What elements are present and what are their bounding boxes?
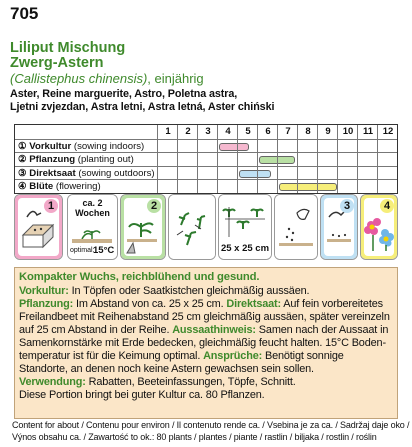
calendar-month-12: 12 (377, 125, 398, 138)
germination-time (72, 198, 113, 218)
pictogram-direct-sowing (320, 194, 358, 260)
calendar-row-english: (sowing outdoors) (75, 167, 155, 179)
calendar-grid-line (177, 125, 178, 193)
pflanzung-heading: Pflanzung: (19, 298, 74, 310)
calendar-month-6: 6 (257, 125, 278, 138)
calendar-row-label (18, 153, 134, 166)
calendar-month-11: 11 (357, 125, 378, 138)
optimal-label: optimal: (70, 247, 95, 254)
calendar-grid-line (157, 125, 158, 193)
ansprueche-heading: Ansprüche: (203, 350, 263, 362)
latin-name (10, 71, 204, 86)
pflanzung-text: Im Abstand von ca. 25 x 25 cm. (73, 298, 227, 310)
calendar-bar-3 (239, 170, 271, 178)
calendar-month-5: 5 (237, 125, 258, 138)
calendar-month-4: 4 (217, 125, 238, 138)
pictogram-sowing-outdoors-seeds (274, 194, 318, 260)
calendar-row-title: ④ Blüte (18, 181, 54, 193)
calendar-grid-line (277, 125, 278, 193)
ansprueche-text: Benötigt sonnige (262, 350, 344, 362)
calendar-month-1: 1 (157, 125, 178, 138)
pictogram-1-number: 1 (44, 199, 58, 213)
instructions-line-8 (19, 376, 296, 389)
aussaathinweis-heading: Aussaathinweis: (172, 324, 256, 336)
calendar-row-english: (sowing indoors) (71, 140, 145, 152)
calendar-grid-line (317, 125, 318, 193)
calendar-row-label (18, 180, 101, 193)
calendar-row-label (18, 140, 144, 153)
optimal-temperature: 15°C (93, 245, 115, 256)
instructions-line-3: Freilandbeet mit Reihenabstand 25 cm gleichmäßig aussäen, später vereinzeln (19, 311, 390, 323)
calendar-row-title: ① Vorkultur (18, 140, 72, 152)
pictogram-planting-out (120, 194, 166, 260)
pictogram-4-number: 4 (380, 199, 394, 213)
latin-name-text: (Callistephus chinensis) (10, 71, 148, 86)
calendar-row-1 (15, 139, 397, 153)
instructions-line-1 (19, 285, 309, 298)
instructions-line-9: Diese Portion bringt bei guter Kultur ca. 80 Pflanzen. (19, 389, 265, 401)
calendar-month-9: 9 (317, 125, 338, 138)
verwendung-heading: Verwendung: (19, 376, 86, 388)
content-info-line-2: Výnos obsahu ca. / Zawartość to ok.: 80 plants / plantes / piante / rastlin / biljaka / rostlin / roślin (12, 432, 377, 442)
verwendung-text: Rabatten, Beeteinfassungen, Töpfe, Schnitt. (85, 376, 296, 388)
germination-time-line1: ca. 2 (82, 198, 103, 208)
names-line-2: Ljetni zvjezdan, Astra letni, Astra letná, Aster chiński (10, 101, 275, 113)
pictogram-3-number: 3 (340, 199, 354, 213)
instructions-line-6 (19, 350, 344, 363)
calendar-grid-line (377, 125, 378, 193)
calendar-row-4 (15, 179, 397, 193)
vorkultur-text: In Töpfen oder Saatkistchen gleichmäßig aussäen. (68, 285, 310, 297)
calendar-row-2 (15, 152, 397, 166)
germination-time-line2: Wochen (75, 208, 110, 218)
pictogram-flowering (360, 194, 398, 260)
calendar-bar-4 (279, 183, 337, 191)
calendar-month-2: 2 (177, 125, 198, 138)
calendar-row-title: ③ Direktsaat (18, 167, 76, 179)
product-title: Liliput Mischung (10, 40, 126, 56)
calendar-row-english: (planting out) (75, 154, 134, 166)
product-subtitle: Zwerg-Astern (10, 55, 104, 71)
aussaathinweis-text: Samen nach der Aussaat in (255, 324, 389, 336)
calendar-grid-line (357, 125, 358, 193)
pictogram-germination (67, 194, 118, 260)
direktsaat-text: Auf fein vorbereitetes (281, 298, 383, 310)
temperature-text: temperatur ist für die Keimung optimal. (19, 350, 204, 362)
sowing-calendar (14, 124, 398, 194)
product-code: 705 (10, 4, 39, 23)
instructions-panel (14, 267, 398, 419)
spacing-text: auf 25 cm Abstand in der Reihe. (19, 324, 173, 336)
calendar-row-english: (flowering) (53, 181, 101, 193)
calendar-bar-1 (219, 143, 249, 151)
pictogram-sowing-indoors (14, 194, 63, 260)
instructions-line-7: Standorte, an denen noch keine Astern gewachsen sein sollen. (19, 363, 314, 375)
calendar-row-title: ② Pflanzung (18, 154, 76, 166)
calendar-grid-line (197, 125, 198, 193)
plant-spacing: 25 x 25 cm (220, 243, 270, 254)
headline: Kompakter Wuchs, reichblühend und gesund. (19, 271, 260, 283)
calendar-month-10: 10 (337, 125, 358, 138)
annual-label: , einjährig (147, 71, 204, 86)
names-line-1: Aster, Reine marguerite, Astro, Poletna astra, (10, 88, 238, 100)
calendar-grid-line (217, 125, 218, 193)
direktsaat-heading: Direktsaat: (226, 298, 282, 310)
pictogram-2-number: 2 (147, 199, 161, 213)
calendar-grid-line (237, 125, 238, 193)
calendar-row-label (18, 167, 155, 180)
vorkultur-heading: Vorkultur: (19, 285, 69, 297)
calendar-month-7: 7 (277, 125, 298, 138)
calendar-grid-line (297, 125, 298, 193)
instructions-line-2 (19, 298, 383, 311)
calendar-row-3 (15, 166, 397, 180)
calendar-month-3: 3 (197, 125, 218, 138)
instructions-line-4 (19, 324, 388, 337)
calendar-month-8: 8 (297, 125, 318, 138)
calendar-grid-line (257, 125, 258, 193)
pictogram-spacing (218, 194, 272, 260)
instructions-line-5: Samenkornstärke mit Erde bedecken, gleichmäßig feucht halten. 15°C Boden- (19, 337, 386, 349)
content-info-line-1: Content for about / Contenu pour environ / Il contenuto rende ca. / Vsebina je za ca. / Sadržaj daje oko / (12, 420, 410, 430)
calendar-grid-line (337, 125, 338, 193)
pictogram-seedlings (168, 194, 216, 260)
calendar-header-row (15, 125, 397, 138)
